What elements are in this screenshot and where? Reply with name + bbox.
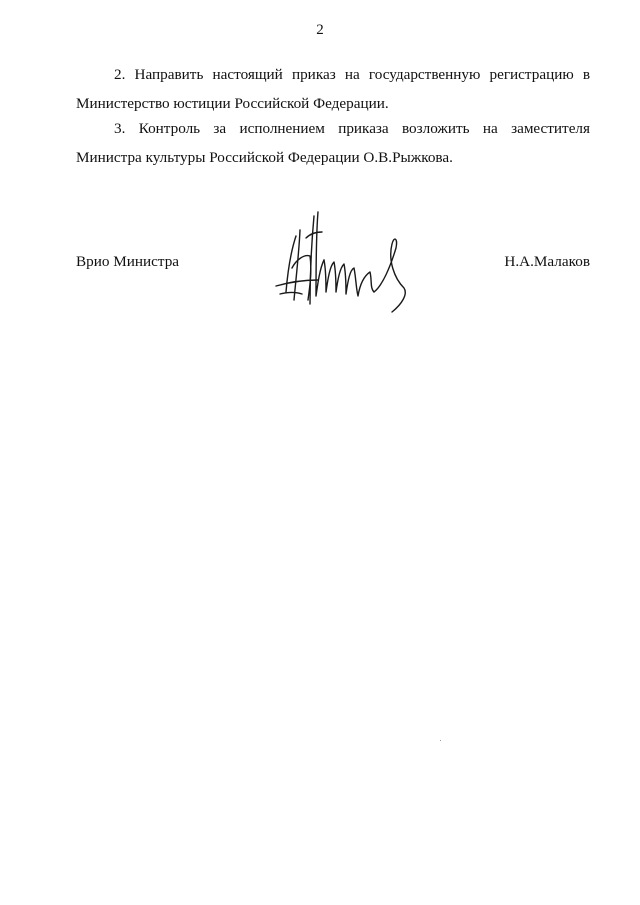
handwritten-signature bbox=[266, 208, 416, 316]
page-number: 2 bbox=[316, 22, 324, 38]
paragraph-registration: 2. Направить настоящий приказ на государственную регистрацию в Министерство юстиции Российской Федерации. bbox=[76, 66, 590, 112]
scan-speck bbox=[440, 740, 441, 741]
paragraph-control: 3. Контроль за исполнением приказа возложить на заместителя Министра культуры Российской Федерации О.В.Рыжкова. bbox=[76, 120, 590, 166]
signatory-title: Врио Министра bbox=[76, 253, 180, 270]
signatory-name: Н.А.Малаков bbox=[504, 253, 590, 270]
